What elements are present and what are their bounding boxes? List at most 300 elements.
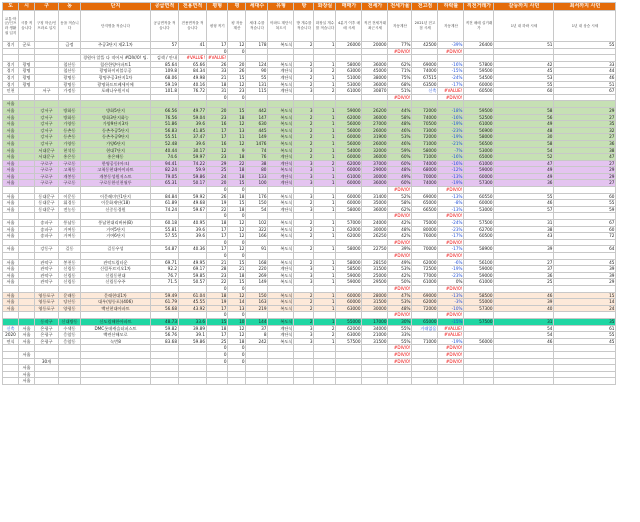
cell[interactable]: -13%	[438, 292, 464, 299]
cell[interactable]: 52	[494, 154, 554, 161]
cell[interactable]	[179, 187, 207, 194]
cell[interactable]: 56.68	[151, 305, 179, 312]
cell[interactable]	[3, 371, 19, 378]
cell[interactable]	[246, 365, 268, 372]
cell[interactable]: 계단식	[268, 68, 294, 75]
cell[interactable]: 48%	[388, 305, 412, 312]
cell[interactable]: 세대수	[246, 3, 268, 11]
cell[interactable]: 0	[207, 351, 228, 358]
cell[interactable]: 동대문구	[35, 206, 59, 213]
cell[interactable]: 22	[228, 160, 246, 167]
cell[interactable]	[35, 74, 59, 81]
cell[interactable]: 23	[207, 272, 228, 279]
cell[interactable]: 17	[207, 332, 228, 339]
cell[interactable]: 29	[554, 167, 616, 174]
cell[interactable]: 48	[494, 127, 554, 134]
cell[interactable]: -17%	[438, 246, 464, 253]
cell[interactable]: 길동우성	[81, 246, 151, 253]
cell[interactable]	[19, 299, 35, 306]
cell[interactable]	[294, 48, 314, 55]
cell[interactable]	[554, 345, 616, 352]
cell[interactable]: 58	[494, 140, 554, 147]
cell[interactable]: 세대 수를 적습니다	[246, 11, 268, 42]
cell[interactable]: #VALUE!	[179, 55, 207, 62]
cell[interactable]: 49	[494, 121, 554, 128]
cell[interactable]: 50%	[388, 279, 412, 286]
cell[interactable]: 포레나우원시티	[81, 88, 151, 95]
cell[interactable]: -18%	[438, 107, 464, 114]
cell[interactable]: 56900	[464, 127, 494, 134]
cell[interactable]: 가정동	[59, 88, 81, 95]
cell[interactable]: 2	[314, 88, 336, 95]
cell[interactable]: 51.86	[151, 121, 179, 128]
cell[interactable]: 2	[294, 61, 314, 68]
cell[interactable]: 현석동	[59, 147, 81, 154]
cell[interactable]: 51%	[388, 88, 412, 95]
cell[interactable]: -19%	[438, 180, 464, 187]
cell[interactable]: 39	[494, 246, 554, 253]
cell[interactable]	[35, 365, 59, 372]
cell[interactable]: 서울	[3, 206, 19, 213]
cell[interactable]: 응암동	[59, 338, 81, 345]
cell[interactable]: 60000	[464, 81, 494, 88]
cell[interactable]: 2021년 전고점 시세	[412, 11, 438, 42]
cell[interactable]	[554, 48, 616, 55]
cell[interactable]	[3, 48, 19, 55]
cell[interactable]: 58500	[336, 266, 362, 273]
cell[interactable]: 계단식	[268, 173, 294, 180]
cell[interactable]	[35, 81, 59, 88]
cell[interactable]: 61000	[412, 279, 438, 286]
cell[interactable]: 45	[554, 338, 616, 345]
cell[interactable]: 27	[554, 160, 616, 167]
cell[interactable]	[3, 213, 19, 220]
cell[interactable]: 복도식	[268, 292, 294, 299]
cell[interactable]: 은평구	[35, 338, 59, 345]
cell[interactable]: 75000	[412, 220, 438, 227]
cell[interactable]: 60%	[388, 180, 412, 187]
cell[interactable]: 53%	[388, 134, 412, 141]
cell[interactable]: 49%	[388, 173, 412, 180]
cell[interactable]: 서울	[3, 266, 19, 273]
cell[interactable]: 90	[246, 68, 268, 75]
cell[interactable]: 71.5	[151, 279, 179, 286]
cell[interactable]	[494, 312, 554, 319]
cell[interactable]: 17	[207, 42, 228, 49]
cell[interactable]	[151, 371, 179, 378]
cell[interactable]: 3	[294, 272, 314, 279]
cell[interactable]	[59, 55, 81, 62]
cell[interactable]: 서대문구	[35, 147, 59, 154]
cell[interactable]: -13%	[438, 173, 464, 180]
cell[interactable]: 철산동	[59, 68, 81, 75]
cell[interactable]: -24%	[438, 220, 464, 227]
cell[interactable]: 60500	[464, 88, 494, 95]
cell[interactable]	[19, 180, 35, 187]
cell[interactable]: 도	[3, 3, 19, 11]
cell[interactable]: #VALUE!	[438, 332, 464, 339]
cell[interactable]: 1	[314, 61, 336, 68]
cell[interactable]: 24	[207, 173, 228, 180]
cell[interactable]: 18	[228, 193, 246, 200]
cell[interactable]: 47%	[388, 292, 412, 299]
cell[interactable]: 69.71	[151, 259, 179, 266]
cell[interactable]: #DIV/0!	[438, 345, 464, 352]
cell[interactable]: 74000	[412, 160, 438, 167]
cell[interactable]: 신대방동	[59, 318, 81, 325]
cell[interactable]: 72000	[412, 107, 438, 114]
cell[interactable]: 복도식	[268, 279, 294, 286]
cell[interactable]: 0	[228, 358, 246, 365]
cell[interactable]	[268, 351, 294, 358]
cell[interactable]	[179, 345, 207, 352]
cell[interactable]: 19	[207, 200, 228, 207]
cell[interactable]: 0	[228, 351, 246, 358]
cell[interactable]	[207, 365, 228, 372]
cell[interactable]: 구로동	[59, 160, 81, 167]
cell[interactable]: 54000	[336, 147, 362, 154]
cell[interactable]: 강서구	[35, 121, 59, 128]
cell[interactable]: 개봉동	[59, 173, 81, 180]
cell[interactable]: 시	[19, 3, 35, 11]
cell[interactable]	[19, 173, 35, 180]
cell[interactable]: 42%	[388, 272, 412, 279]
cell[interactable]: 신축	[412, 88, 438, 95]
cell[interactable]	[179, 351, 207, 358]
cell[interactable]: 55000	[464, 299, 494, 306]
cell[interactable]	[246, 253, 268, 260]
cell[interactable]: 서울	[3, 226, 19, 233]
cell[interactable]: 인천	[3, 88, 19, 95]
cell[interactable]: 3	[294, 338, 314, 345]
cell[interactable]: 109.8	[151, 68, 179, 75]
cell[interactable]	[19, 147, 35, 154]
cell[interactable]	[464, 55, 494, 62]
cell[interactable]: 2	[314, 332, 336, 339]
cell[interactable]: 39	[554, 266, 616, 273]
cell[interactable]: 57300	[464, 180, 494, 187]
cell[interactable]: #DIV/0!	[388, 187, 412, 194]
cell[interactable]: 1	[314, 279, 336, 286]
cell[interactable]: 신도림해한아파트	[81, 318, 151, 325]
cell[interactable]	[246, 285, 268, 292]
cell[interactable]: 29500	[362, 279, 388, 286]
cell[interactable]: 73000	[412, 127, 438, 134]
cell[interactable]: DMC롯데캐슬더퍼스트	[81, 325, 151, 332]
cell[interactable]: 문래현대1차	[81, 292, 151, 299]
cell[interactable]: 59.85	[179, 272, 207, 279]
cell[interactable]: 1	[314, 206, 336, 213]
cell[interactable]: 복도식	[268, 167, 294, 174]
cell[interactable]: 21000	[362, 332, 388, 339]
cell[interactable]: 59.9	[179, 167, 207, 174]
cell[interactable]: 2	[294, 246, 314, 253]
cell[interactable]: 2	[294, 134, 314, 141]
cell[interactable]	[268, 371, 294, 378]
cell[interactable]: #DIV/0!	[438, 285, 464, 292]
cell[interactable]: 복도식	[268, 81, 294, 88]
cell[interactable]: 복도식	[268, 107, 294, 114]
cell[interactable]: 서울	[3, 233, 19, 240]
cell[interactable]: 송파구	[35, 233, 59, 240]
cell[interactable]: 28150	[362, 259, 388, 266]
cell[interactable]: 14	[228, 299, 246, 306]
cell[interactable]	[19, 127, 35, 134]
cell[interactable]: 51	[554, 81, 616, 88]
cell[interactable]: 31	[207, 88, 228, 95]
cell[interactable]	[179, 253, 207, 260]
cell[interactable]: 35	[554, 318, 616, 325]
cell[interactable]: 영등포구	[35, 299, 59, 306]
cell[interactable]: 검색 / 안내	[151, 55, 179, 62]
cell[interactable]: 계단식	[268, 266, 294, 273]
cell[interactable]: 광명하프트베세이에	[81, 81, 151, 88]
cell[interactable]	[314, 378, 336, 385]
cell[interactable]	[59, 253, 81, 260]
cell[interactable]: 29000	[362, 167, 388, 174]
cell[interactable]: 71%	[388, 68, 412, 75]
cell[interactable]: 59%	[388, 147, 412, 154]
cell[interactable]	[464, 187, 494, 194]
cell[interactable]	[179, 285, 207, 292]
cell[interactable]: 거여6단지	[81, 233, 151, 240]
cell[interactable]	[314, 345, 336, 352]
cell[interactable]: 62000	[412, 259, 438, 266]
cell[interactable]	[412, 345, 438, 352]
cell[interactable]: 60	[554, 193, 616, 200]
cell[interactable]	[19, 226, 35, 233]
cell[interactable]: 57300	[464, 305, 494, 312]
cell[interactable]: 58000	[336, 206, 362, 213]
cell[interactable]: 47	[554, 154, 616, 161]
cell[interactable]	[554, 371, 616, 378]
cell[interactable]	[336, 253, 362, 260]
cell[interactable]	[494, 187, 554, 194]
cell[interactable]: 31400	[362, 193, 388, 200]
cell[interactable]: 1	[314, 180, 336, 187]
cell[interactable]: 광명동	[59, 74, 81, 81]
cell[interactable]: 25000	[362, 272, 388, 279]
cell[interactable]: 계단식	[268, 160, 294, 167]
cell[interactable]: 28	[207, 266, 228, 273]
cell[interactable]: 12	[228, 42, 246, 49]
cell[interactable]: 60000	[336, 180, 362, 187]
cell[interactable]: 녹번8	[81, 338, 151, 345]
cell[interactable]: 45	[494, 68, 554, 75]
cell[interactable]	[494, 213, 554, 220]
cell[interactable]	[268, 239, 294, 246]
cell[interactable]: -17%	[438, 233, 464, 240]
cell[interactable]: 29	[207, 160, 228, 167]
cell[interactable]	[554, 55, 616, 62]
cell[interactable]: 1	[314, 246, 336, 253]
cell[interactable]: 48%	[388, 226, 412, 233]
cell[interactable]: 복도식	[268, 246, 294, 253]
cell[interactable]: 방화5단지	[81, 107, 151, 114]
cell[interactable]: 20	[207, 107, 228, 114]
cell[interactable]: 59500	[464, 68, 494, 75]
cell[interactable]	[554, 253, 616, 260]
cell[interactable]: 거여동	[59, 226, 81, 233]
cell[interactable]: 51	[494, 42, 554, 49]
cell[interactable]: 40.36	[179, 246, 207, 253]
cell[interactable]: 이문동	[59, 193, 81, 200]
cell[interactable]: 21	[228, 266, 246, 273]
cell[interactable]: 신림동	[59, 279, 81, 286]
cell[interactable]	[3, 55, 19, 62]
cell[interactable]	[228, 55, 246, 62]
cell[interactable]	[246, 187, 268, 194]
cell[interactable]: 구로동한신천월투	[81, 180, 151, 187]
cell[interactable]: 관악구	[35, 266, 59, 273]
cell[interactable]	[19, 305, 35, 312]
cell[interactable]: 49	[494, 173, 554, 180]
cell[interactable]	[19, 114, 35, 121]
cell[interactable]	[336, 358, 362, 365]
cell[interactable]: 12	[228, 121, 246, 128]
cell[interactable]: 1년 내 하락 시세	[494, 11, 554, 42]
cell[interactable]: 61.89	[151, 200, 179, 207]
cell[interactable]	[412, 213, 438, 220]
cell[interactable]	[151, 312, 179, 319]
cell[interactable]	[412, 94, 438, 101]
cell[interactable]	[207, 378, 228, 385]
cell[interactable]: 65.31	[151, 180, 179, 187]
cell[interactable]: 0	[207, 187, 228, 194]
cell[interactable]: 53000	[464, 147, 494, 154]
cell[interactable]: 49	[494, 167, 554, 174]
cell[interactable]	[336, 345, 362, 352]
cell[interactable]: 219	[246, 305, 268, 312]
cell[interactable]	[35, 42, 59, 49]
cell[interactable]: #DIV/0!	[438, 213, 464, 220]
cell[interactable]	[19, 239, 35, 246]
cell[interactable]: 9	[228, 147, 246, 154]
cell[interactable]	[179, 94, 207, 101]
cell[interactable]: 18	[228, 338, 246, 345]
cell[interactable]	[336, 94, 362, 101]
cell[interactable]	[268, 101, 294, 108]
cell[interactable]: 46	[554, 74, 616, 81]
cell[interactable]	[494, 378, 554, 385]
cell[interactable]: 이문레미안1단지	[81, 193, 151, 200]
cell[interactable]	[19, 213, 35, 220]
cell[interactable]: 100	[246, 180, 268, 187]
cell[interactable]: 55%	[388, 338, 412, 345]
cell[interactable]: 38	[246, 160, 268, 167]
cell[interactable]	[59, 94, 81, 101]
cell[interactable]: 59.04	[179, 114, 207, 121]
cell[interactable]: 구로구	[35, 160, 59, 167]
cell[interactable]: 1	[314, 299, 336, 306]
cell[interactable]: 26000	[362, 140, 388, 147]
cell[interactable]: 구로구	[35, 167, 59, 174]
cell[interactable]: -3%	[438, 299, 464, 306]
cell[interactable]: 59.86	[179, 173, 207, 180]
cell[interactable]: 18	[228, 154, 246, 161]
cell[interactable]: 서울	[3, 299, 19, 306]
cell[interactable]: 37.47	[179, 134, 207, 141]
cell[interactable]	[19, 312, 35, 319]
cell[interactable]	[19, 167, 35, 174]
cell[interactable]	[438, 365, 464, 372]
cell[interactable]: 59.92	[179, 193, 207, 200]
cell[interactable]	[294, 365, 314, 372]
cell[interactable]: 서구	[35, 88, 59, 95]
cell[interactable]: 2	[294, 147, 314, 154]
cell[interactable]: 3	[294, 332, 314, 339]
cell[interactable]: -23%	[438, 127, 464, 134]
cell[interactable]: 서울	[3, 127, 19, 134]
cell[interactable]	[59, 378, 81, 385]
cell[interactable]	[314, 239, 336, 246]
cell[interactable]: 복도식	[268, 114, 294, 121]
cell[interactable]	[19, 107, 35, 114]
cell[interactable]: 69000	[412, 193, 438, 200]
cell[interactable]: 복도식	[268, 193, 294, 200]
cell[interactable]	[3, 345, 19, 352]
cell[interactable]: 54500	[464, 74, 494, 81]
cell[interactable]: 구로동	[59, 180, 81, 187]
cell[interactable]	[59, 239, 81, 246]
cell[interactable]: 269	[246, 272, 268, 279]
cell[interactable]	[362, 351, 388, 358]
cell[interactable]	[336, 312, 362, 319]
cell[interactable]	[412, 358, 438, 365]
cell[interactable]: 58900	[464, 246, 494, 253]
cell[interactable]: 1	[314, 114, 336, 121]
cell[interactable]	[81, 101, 151, 108]
cell[interactable]	[412, 371, 438, 378]
cell[interactable]: 은평구	[35, 325, 59, 332]
cell[interactable]: 17	[207, 134, 228, 141]
cell[interactable]: 신축	[3, 325, 19, 332]
cell[interactable]	[494, 365, 554, 372]
cell[interactable]: 신림동우주	[81, 279, 151, 286]
cell[interactable]: 30개	[35, 358, 59, 365]
cell[interactable]	[294, 55, 314, 62]
cell[interactable]: 58%	[388, 114, 412, 121]
cell[interactable]	[151, 378, 179, 385]
cell[interactable]: 18	[228, 114, 246, 121]
cell[interactable]: -19%	[438, 266, 464, 273]
cell[interactable]: 방화동	[59, 107, 81, 114]
cell[interactable]: 12	[228, 325, 246, 332]
cell[interactable]: 62000	[336, 114, 362, 121]
cell[interactable]: 서울	[3, 279, 19, 286]
cell[interactable]: 59	[554, 206, 616, 213]
cell[interactable]: 0	[228, 48, 246, 55]
cell[interactable]: 평형 적기	[207, 11, 228, 42]
cell[interactable]	[314, 312, 336, 319]
cell[interactable]: #VALUE!	[208, 55, 227, 61]
cell[interactable]: 서울	[3, 101, 19, 108]
cell[interactable]	[554, 312, 616, 319]
cell[interactable]: 복도식	[268, 134, 294, 141]
cell[interactable]: 445	[246, 127, 268, 134]
cell[interactable]	[294, 213, 314, 220]
cell[interactable]: #VALUE!	[438, 88, 464, 95]
cell[interactable]	[19, 318, 35, 325]
cell[interactable]: 15	[228, 180, 246, 187]
cell[interactable]: 12	[228, 220, 246, 227]
cell[interactable]: 관악구	[35, 272, 59, 279]
cell[interactable]: 시를 적습니다	[19, 11, 35, 42]
cell[interactable]: #DIV/0!	[438, 351, 464, 358]
cell[interactable]	[19, 121, 35, 128]
cell[interactable]: 40	[494, 305, 554, 312]
cell[interactable]: 43.92	[179, 305, 207, 312]
